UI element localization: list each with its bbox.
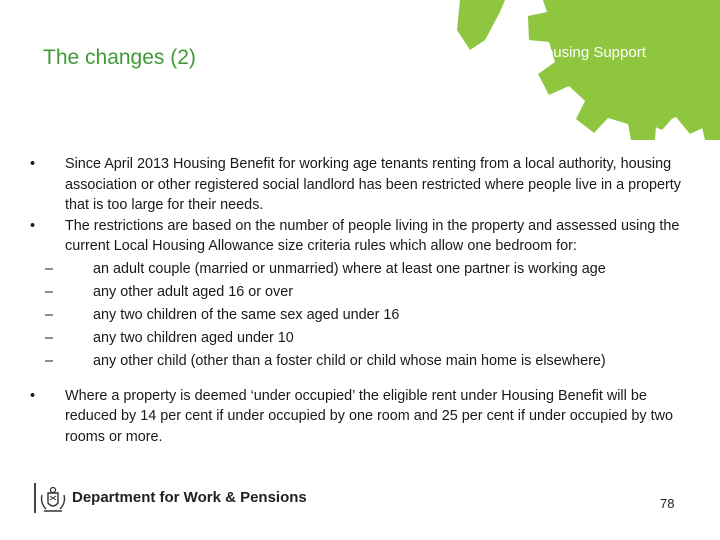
section-label: Housing Support	[534, 44, 646, 61]
dash-marker: –	[45, 353, 54, 369]
sub-item-text: any other child (other than a foster child or child whose main home is elsewhere)	[93, 353, 606, 369]
slide-title: The changes (2)	[43, 46, 196, 69]
bullet-text: Where a property is deemed ‘under occupied’ the eligible rent under Housing Benefit will be reduced by 14 per cent if under occupied by one room and 25 per cent if under occupied by two rooms or more.	[65, 387, 673, 445]
bullet-item	[30, 386, 695, 448]
royal-crest-icon	[38, 485, 68, 515]
bullet-item	[30, 154, 695, 216]
sub-item-text: any two children of the same sex aged under 16	[93, 307, 400, 323]
sub-list-item	[30, 282, 695, 303]
footer-divider	[34, 483, 36, 513]
page-number: 78	[660, 496, 675, 511]
dash-marker: –	[45, 307, 54, 323]
bullet-text: Since April 2013 Housing Benefit for working age tenants renting from a local authority, housing association or other registered social landlord has been restricted where people live in a property that is too large for their needs.	[65, 156, 681, 213]
bullet-marker: •	[30, 387, 36, 404]
sub-list-item	[30, 305, 695, 326]
gear-shape	[455, 0, 720, 140]
slide-content	[30, 154, 695, 447]
sub-item-text: any two children aged under 10	[93, 330, 294, 346]
sub-list-item	[30, 328, 695, 349]
sub-list-item	[30, 351, 695, 372]
sub-item-text: an adult couple (married or unmarried) where at least one partner is working age	[93, 261, 606, 277]
dash-marker: –	[45, 330, 54, 346]
sub-item-text: any other adult aged 16 or over	[93, 284, 294, 300]
sub-list-item	[30, 259, 695, 280]
bullet-marker: •	[30, 217, 36, 234]
dash-marker: –	[45, 261, 54, 277]
bullet-item	[30, 216, 695, 257]
department-name: Department for Work & Pensions	[72, 489, 307, 506]
dash-marker: –	[45, 284, 54, 300]
bullet-text: The restrictions are based on the number of people living in the property and assessed using the current Local Housing Allowance size criteria rules which allow one bedroom for:	[65, 217, 680, 254]
bullet-marker: •	[30, 156, 36, 172]
